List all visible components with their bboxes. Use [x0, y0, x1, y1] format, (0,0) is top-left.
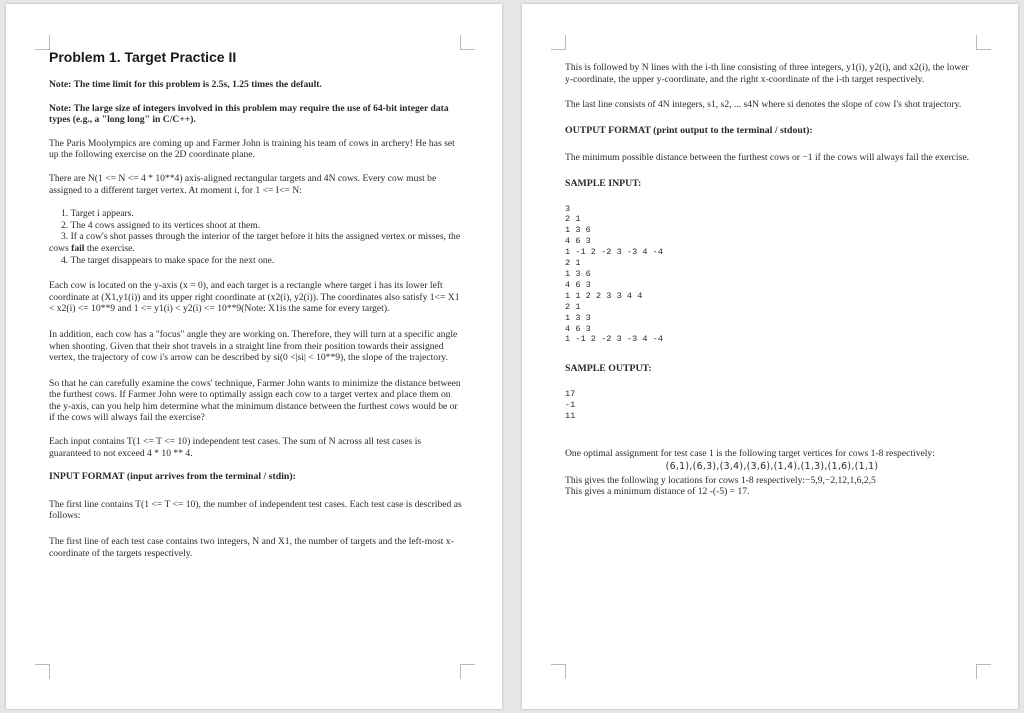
- left-page-content: [49, 49, 463, 571]
- input-count-paragraph: Each input contains T(1 <= T <= 10) independent test cases. The sum of N across all test cases is guaranteed to not exceed 4 * 10 ** 4.: [49, 436, 422, 459]
- target-lines-paragraph: This is followed by N lines with the i-th line consisting of three integers, y1(i), y2(i), and x2(i), the lower y-coordinate, the upper y-coordinate, and the right x-coordinate of the i-th target respectively.: [565, 62, 969, 85]
- list-text: The target disappears to make space for the next one.: [70, 254, 275, 266]
- intro-paragraph: The Paris Moolympics are coming up and Farmer John is training his team of cows in archery! He has set up the following exercise on the 2D coordinate plane.: [49, 137, 455, 161]
- location-paragraph: Each cow is located on the y-axis (x = 0), and each target is a rectangle where target i has its lower left coordinate at (X1,y1(i)) and its upper right coordinate at (x2(i), y2(i)). The coordinates also satisfy 1<= X1 < x2(i) <= 10**9 and 1 <= y1(i) < y2(i) <= 10**9(Note: X1is the same for every target).: [49, 280, 460, 315]
- first-line-paragraph: The first line contains T(1 <= T <= 10), the number of independent test cases. Each test case is described as follows:: [49, 498, 462, 522]
- crop-mark-bottom-left: [551, 664, 566, 679]
- explanation-locations: This gives the following y locations for cows 1-8 respectively:−5,9,−2,12,1,6,2,5: [565, 474, 876, 486]
- time-limit-note: Note: The time limit for this problem is 2.5s, 1.25 times the default.: [49, 79, 322, 90]
- document-page-right: [522, 4, 1018, 709]
- output-paragraph: The minimum possible distance between the furthest cows or −1 if the cows will always fail the exercise.: [565, 152, 969, 164]
- list-number: 2.: [61, 219, 69, 231]
- sample-input-block: 3 2 1 1 3 6 4 6 3 1 -1 2 -2 3 -3 4 -4 2 1 1 3 6 4 6 3 1 1 2 2 3 3 4 4 2 1 1 3 3 4 6 3 1 -1 2 -2 3 -3 4 -4: [565, 203, 663, 345]
- sample-output-block: 17 -1 11: [565, 388, 576, 421]
- focus-paragraph: In addition, each cow has a "focus" angle they are working on. Therefore, they will turn at a specific angle when shooting. Given that their shot travels in a straight line from their position towards their assigned vertex, the trajectory of cow i's arrow can be described by si(0 <|si| < 10**9), the slope of the trajectory.: [49, 328, 458, 364]
- list-item: [49, 231, 463, 254]
- steps-list: [49, 208, 463, 266]
- list-number: 1.: [61, 208, 69, 220]
- list-number: 3.: [61, 231, 69, 243]
- sample-input-heading: SAMPLE INPUT:: [565, 177, 642, 189]
- crop-mark-top-right: [460, 35, 475, 50]
- crop-mark-top-left: [35, 35, 50, 50]
- document-page-left: [6, 4, 502, 709]
- list-text: the exercise.: [84, 242, 135, 254]
- problem-title: Problem 1. Target Practice II: [49, 49, 237, 65]
- explanation-distance: This gives a minimum distance of 12 -(-5) = 17.: [565, 486, 750, 498]
- slopes-paragraph: The last line consists of 4N integers, s1, s2, ... s4N where si denotes the slope of cow I's shot trajectory.: [565, 99, 962, 111]
- list-text: If a cow's shot passes through the interior of the target before it hits the assigned vertex or misses, the cows: [49, 231, 461, 254]
- sample-output-heading: SAMPLE OUTPUT:: [565, 363, 652, 375]
- crop-mark-top-right: [976, 35, 991, 50]
- list-number: 4.: [61, 254, 69, 266]
- explanation-vertices: (6,1),(6,3),(3,4),(3,6),(1,4),(1,3),(1,6),(1,1): [665, 461, 879, 473]
- list-text: Target i appears.: [70, 208, 134, 220]
- crop-mark-bottom-right: [460, 664, 475, 679]
- right-page-content: [565, 62, 979, 498]
- fail-emphasis: fail: [71, 242, 85, 254]
- goal-paragraph: So that he can carefully examine the cows' technique, Farmer John wants to minimize the distance between the furthest cows. If Farmer John were to optimally assign each cow to a target vertex and place them on the y-axis, can you help him determine what the minimum distance between the furthest cows would be or if the cows will always fail the exercise?: [49, 377, 461, 424]
- crop-mark-bottom-right: [976, 664, 991, 679]
- crop-mark-bottom-left: [35, 664, 50, 679]
- explanation-intro: One optimal assignment for test case 1 is the following target vertices for cows 1-8 respectively:: [565, 447, 935, 459]
- list-item: [49, 255, 463, 267]
- integer-size-note: Note: The large size of integers involved in this problem may require the use of 64-bit integer data types (e.g., a "long long" in C/C++).: [49, 102, 449, 126]
- test-first-line-paragraph: The first line of each test case contains two integers, N and X1, the number of targets and the left-most x-coordinate of the targets respectively.: [49, 536, 454, 559]
- input-format-heading: INPUT FORMAT (input arrives from the terminal / stdin):: [49, 471, 296, 483]
- list-text: The 4 cows assigned to its vertices shoot at them.: [70, 219, 261, 231]
- list-item: [49, 220, 463, 232]
- list-item: [49, 208, 463, 220]
- output-format-heading: OUTPUT FORMAT (print output to the terminal / stdout):: [565, 124, 813, 136]
- setup-paragraph: There are N(1 <= N <= 4 * 10**4) axis-aligned rectangular targets and 4N cows. Every cow must be assigned to a different target vertex. At moment i, for 1 <= I<= N:: [49, 172, 437, 196]
- crop-mark-top-left: [551, 35, 566, 50]
